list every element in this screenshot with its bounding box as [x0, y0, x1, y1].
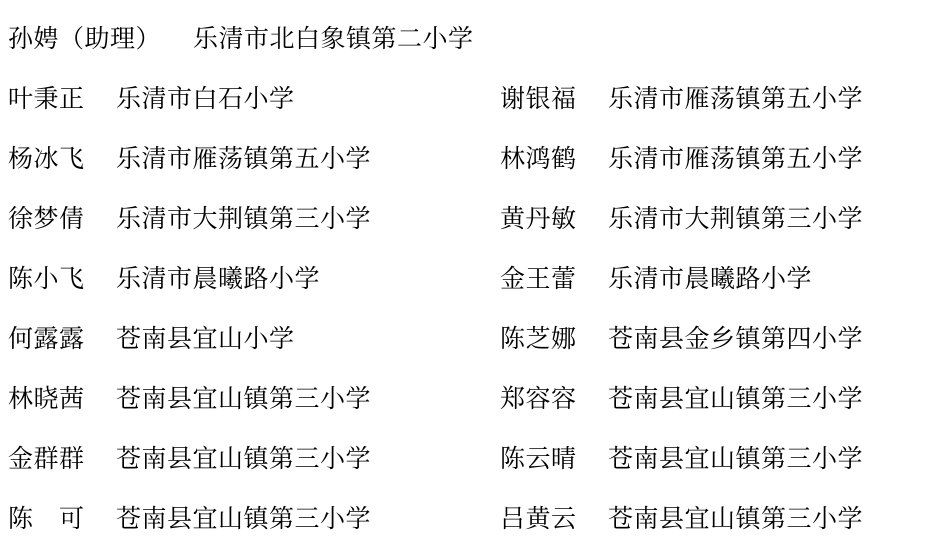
row-left-entry	[0, 190, 500, 250]
person-name: 谢银福	[500, 86, 577, 113]
row-right-entry	[500, 190, 934, 250]
row-left-entry	[0, 130, 500, 190]
person-name: 林鸿鹤	[500, 146, 577, 173]
row-right-entry	[500, 310, 934, 370]
school-name: 苍南县宜山镇第三小学	[116, 386, 372, 413]
school-name: 苍南县金乡镇第四小学	[608, 326, 864, 353]
row-left-entry	[0, 70, 500, 130]
row-left-entry	[0, 490, 500, 550]
school-name: 乐清市北白象镇第二小学	[193, 26, 474, 53]
person-name: 林晓茜	[8, 386, 85, 413]
row-right-entry	[500, 130, 934, 190]
school-name: 乐清市雁荡镇第五小学	[608, 146, 864, 173]
school-name: 乐清市雁荡镇第五小学	[116, 146, 372, 173]
school-name: 苍南县宜山镇第三小学	[116, 506, 372, 533]
person-name: 金王蕾	[500, 266, 577, 293]
row-right-entry	[500, 370, 934, 430]
row-left-entry	[0, 370, 500, 430]
person-name: 郑容容	[500, 386, 577, 413]
list-row	[0, 10, 934, 70]
person-name: 黄丹敏	[500, 206, 577, 233]
school-name: 苍南县宜山镇第三小学	[608, 446, 864, 473]
row-left-entry	[0, 310, 500, 370]
school-name: 乐清市晨曦路小学	[608, 266, 813, 293]
list-row	[0, 490, 934, 550]
person-name: 陈 可	[8, 506, 85, 533]
school-name: 苍南县宜山镇第三小学	[116, 446, 372, 473]
list-row	[0, 70, 934, 130]
row-right-entry	[500, 430, 934, 490]
person-name: 吕黄云	[500, 506, 577, 533]
school-name: 乐清市白石小学	[116, 86, 295, 113]
list-row	[0, 190, 934, 250]
list-row	[0, 370, 934, 430]
row-left-entry	[0, 250, 500, 310]
school-name: 乐清市晨曦路小学	[116, 266, 321, 293]
row-right-entry	[500, 70, 934, 130]
school-name: 乐清市大荆镇第三小学	[116, 206, 372, 233]
list-row	[0, 310, 934, 370]
person-name: 陈小飞	[8, 266, 85, 293]
school-name: 乐清市大荆镇第三小学	[608, 206, 864, 233]
school-name: 苍南县宜山镇第三小学	[608, 506, 864, 533]
school-name: 苍南县宜山小学	[116, 326, 295, 353]
person-name: 孙娉（助理）	[8, 26, 162, 53]
person-name: 陈芝娜	[500, 326, 577, 353]
row-right-entry	[500, 490, 934, 550]
person-name: 徐梦倩	[8, 206, 85, 233]
list-row	[0, 430, 934, 490]
person-name: 杨冰飞	[8, 146, 85, 173]
person-name: 何露露	[8, 326, 85, 353]
row-right-entry	[500, 250, 934, 310]
school-name: 苍南县宜山镇第三小学	[608, 386, 864, 413]
list-row	[0, 130, 934, 190]
person-name: 金群群	[8, 446, 85, 473]
row-left-entry	[0, 10, 500, 70]
school-name: 乐清市雁荡镇第五小学	[608, 86, 864, 113]
person-name: 陈云晴	[500, 446, 577, 473]
list-row	[0, 250, 934, 310]
row-left-entry	[0, 430, 500, 490]
person-name: 叶秉正	[8, 86, 85, 113]
